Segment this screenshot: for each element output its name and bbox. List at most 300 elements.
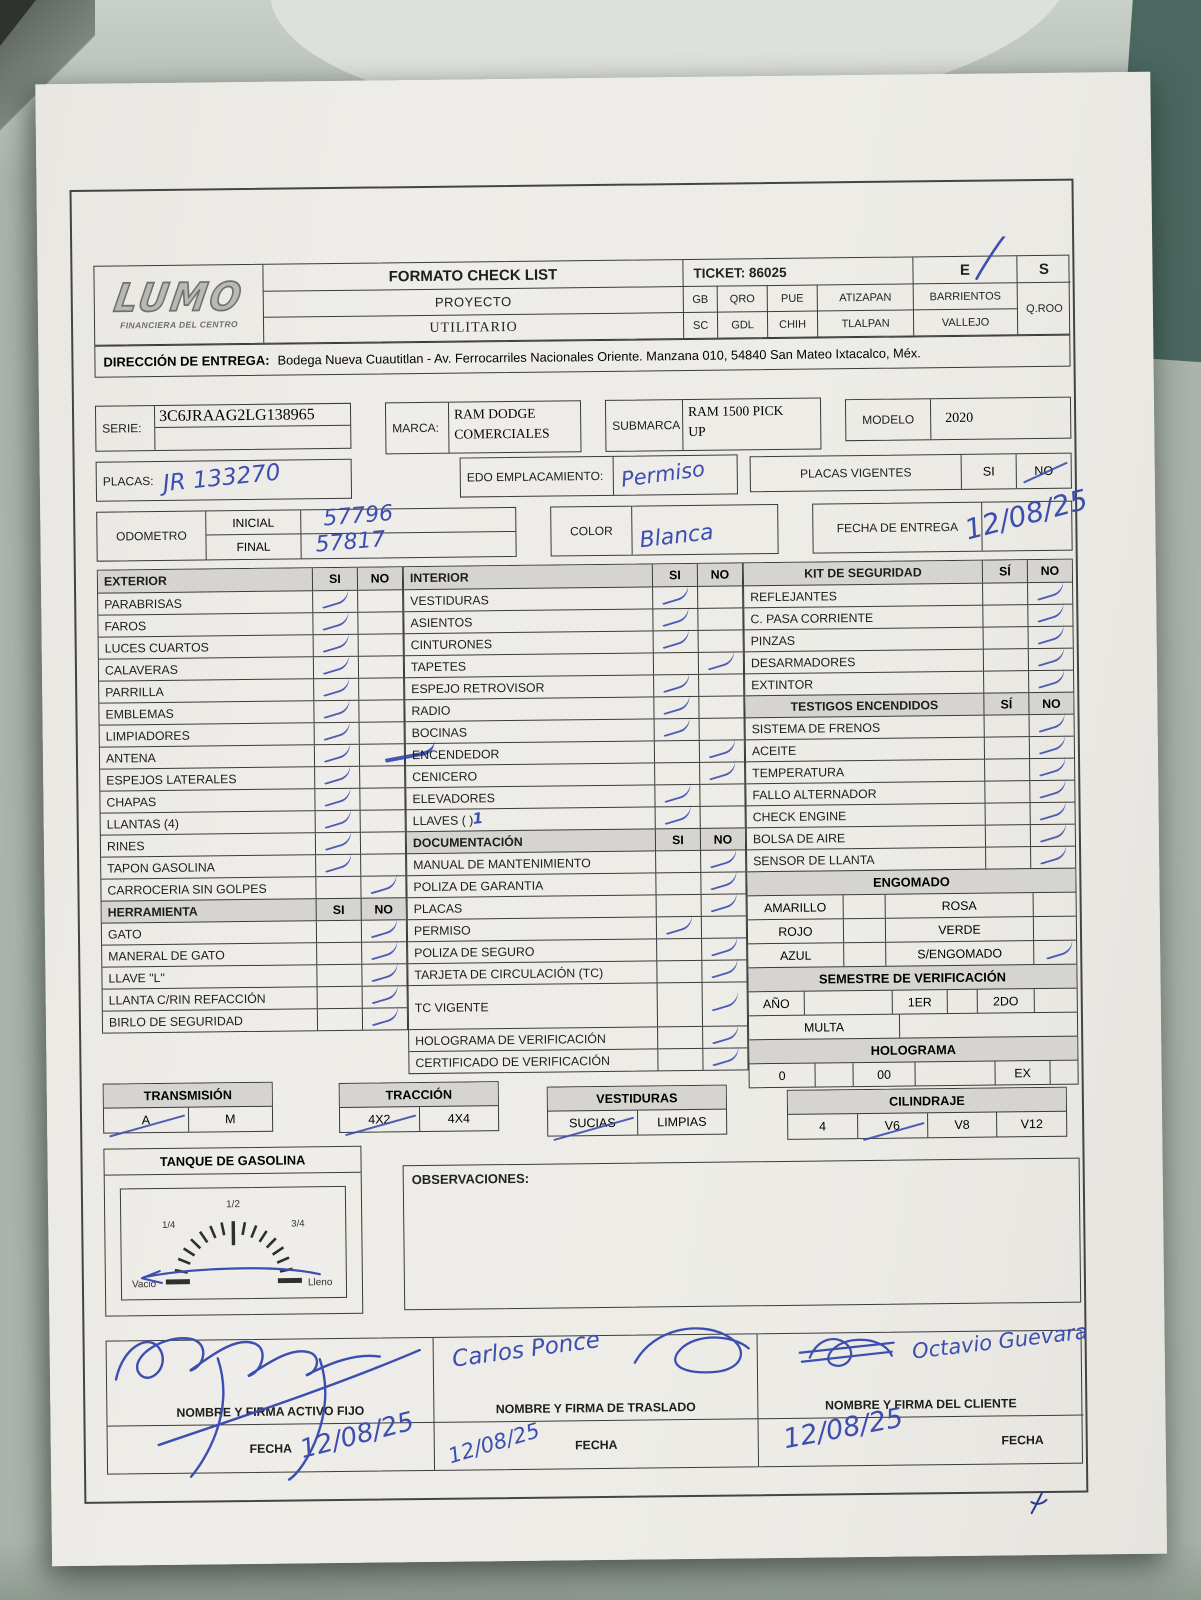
row-label: MANERAL DE GATO bbox=[108, 947, 225, 964]
row-label-cell bbox=[102, 899, 316, 922]
emplacamiento-handwritten-value: Permiso bbox=[619, 456, 707, 492]
option-label: V6 bbox=[884, 1118, 901, 1133]
si-cell bbox=[983, 649, 1028, 671]
signature-table bbox=[106, 1330, 1083, 1475]
row-label: ESPEJOS LATERALES bbox=[106, 771, 237, 788]
no-cell bbox=[1028, 649, 1073, 671]
check-row bbox=[103, 1007, 407, 1032]
row-label: CHECK ENGINE bbox=[752, 808, 847, 824]
check-mark bbox=[1036, 798, 1069, 820]
si-cell bbox=[316, 899, 361, 921]
row-label: ANTENA bbox=[105, 750, 156, 766]
row-label: ENCENDEDOR bbox=[411, 746, 500, 762]
row-label-cell bbox=[747, 826, 985, 850]
gauge-full-label: Lleno bbox=[307, 1277, 333, 1289]
row-label-cell bbox=[102, 943, 316, 966]
firma-traslado-cell bbox=[433, 1334, 758, 1422]
row-label-cell bbox=[101, 877, 315, 900]
si-cell bbox=[316, 921, 361, 943]
check-mark bbox=[1035, 710, 1068, 732]
row-label-cell bbox=[407, 807, 655, 831]
placas-vigentes-no bbox=[1016, 454, 1071, 489]
gauge-three-quarter-label: 3/4 bbox=[291, 1218, 305, 1230]
fuel-gauge bbox=[120, 1186, 347, 1301]
row-label-cell bbox=[98, 591, 312, 614]
no-strike-mark bbox=[1020, 455, 1068, 484]
row-label-cell bbox=[102, 965, 316, 988]
no-header-label: NO bbox=[710, 567, 730, 582]
si-cell bbox=[652, 609, 697, 631]
option-cell bbox=[636, 1110, 726, 1135]
engomado-rosa-cell bbox=[1033, 893, 1076, 916]
row-label: C. PASA CORRIENTE bbox=[750, 610, 874, 626]
check-mark bbox=[1035, 666, 1068, 688]
si-cell bbox=[656, 917, 701, 939]
color-label: COLOR bbox=[569, 523, 613, 539]
no-cell bbox=[360, 854, 405, 876]
row-label: PERMISO bbox=[413, 922, 471, 938]
row-label-cell bbox=[409, 983, 657, 1029]
delivery-value: Bodega Nueva Cuautitlan - Av. Ferrocarriles Nacionales Oriente. Manzana 010, 54840 San Mateo Ixtacalco, Méx. bbox=[277, 344, 921, 368]
color-handwritten-value: Blanca bbox=[638, 519, 715, 554]
no-cell bbox=[697, 608, 742, 630]
branch-qroo: Q.ROO bbox=[1017, 282, 1072, 335]
observaciones-box bbox=[403, 1158, 1082, 1311]
row-label: CALAVERAS bbox=[104, 662, 178, 678]
no-cell bbox=[358, 700, 403, 722]
semestre-anio: AÑO bbox=[762, 996, 790, 1011]
no-cell bbox=[1030, 847, 1075, 869]
no-cell bbox=[359, 744, 404, 766]
row-label: KIT DE SEGURIDAD bbox=[804, 565, 922, 581]
gauge-half-label: 1/2 bbox=[226, 1199, 241, 1211]
no-cell bbox=[357, 612, 402, 634]
engomado-amarillo: AMARILLO bbox=[764, 899, 827, 915]
row-label-cell bbox=[744, 561, 982, 586]
row-label-cell bbox=[406, 785, 654, 809]
no-cell bbox=[700, 872, 745, 894]
option-row bbox=[548, 1110, 726, 1136]
exit-cell: S bbox=[1016, 256, 1070, 283]
option-table-title: VESTIDURAS bbox=[548, 1086, 726, 1112]
kit-testigos-table bbox=[743, 559, 1079, 1089]
row-label-cell bbox=[746, 782, 984, 806]
row-label-cell bbox=[100, 745, 314, 768]
delivery-label: DIRECCIÓN DE ENTREGA: bbox=[103, 352, 270, 370]
check-mark bbox=[368, 960, 401, 982]
no-cell bbox=[361, 942, 406, 964]
no-cell bbox=[699, 784, 744, 806]
no-cell bbox=[700, 850, 745, 872]
check-mark bbox=[660, 715, 693, 737]
no-cell bbox=[358, 656, 403, 678]
no-cell bbox=[702, 1048, 747, 1070]
si-cell bbox=[654, 719, 699, 741]
si-cell bbox=[982, 605, 1027, 627]
si-cell bbox=[656, 961, 701, 983]
row-label: FAROS bbox=[104, 618, 147, 634]
row-label: RADIO bbox=[411, 703, 451, 718]
no-cell bbox=[359, 788, 404, 810]
check-mark bbox=[1036, 776, 1069, 798]
engomado-verde-cell bbox=[1033, 917, 1076, 940]
si-cell bbox=[655, 807, 700, 829]
placas-vigentes-si: SI bbox=[961, 454, 1016, 489]
submarca-value bbox=[682, 398, 821, 450]
cilindraje-table bbox=[787, 1087, 1068, 1140]
no-cell bbox=[358, 678, 403, 700]
si-cell bbox=[657, 983, 702, 1027]
handwritten-count: 1 bbox=[471, 808, 485, 828]
exterior-herramienta-table bbox=[97, 566, 408, 1033]
gauge-quarter-label: 1/4 bbox=[161, 1219, 176, 1231]
exterior-rows bbox=[98, 567, 407, 1032]
row-label: LUCES CUARTOS bbox=[104, 639, 209, 656]
semestre-1er: 1ER bbox=[892, 990, 947, 1014]
holograma-ex: EX bbox=[994, 1061, 1049, 1085]
si-cell bbox=[984, 715, 1029, 737]
transmision-table bbox=[103, 1082, 274, 1134]
si-cell bbox=[985, 825, 1030, 847]
si-cell bbox=[653, 653, 698, 675]
engomado-rojo: ROJO bbox=[778, 924, 813, 939]
row-label-cell bbox=[99, 679, 313, 702]
color-value-cell bbox=[631, 505, 778, 555]
no-cell bbox=[698, 696, 743, 718]
si-header-label: SI bbox=[332, 902, 345, 917]
check-mark bbox=[367, 872, 400, 894]
si-cell bbox=[655, 829, 700, 851]
option-label: SUCIAS bbox=[569, 1115, 616, 1131]
no-cell bbox=[1029, 759, 1074, 781]
check-mark bbox=[1036, 820, 1069, 842]
no-header-label: NO bbox=[1042, 696, 1061, 711]
odometro-inicial-value: 57796 bbox=[322, 500, 395, 532]
check-mark bbox=[1034, 578, 1067, 600]
no-cell bbox=[701, 960, 746, 982]
fecha-entrega-box bbox=[812, 482, 1092, 554]
firma-cliente-label: NOMBRE Y FIRMA DEL CLIENTE bbox=[825, 1396, 1017, 1413]
fuel-tank-box bbox=[103, 1146, 363, 1317]
submarca-line2: UP bbox=[688, 424, 706, 440]
row-label-cell bbox=[408, 961, 656, 985]
si-header-label: SI bbox=[672, 832, 684, 847]
branch-sc: SC bbox=[683, 312, 717, 338]
no-cell bbox=[360, 810, 405, 832]
submarca-line1: RAM 1500 PICK bbox=[687, 402, 784, 419]
si-cell bbox=[657, 1027, 702, 1049]
row-label-cell bbox=[404, 609, 652, 633]
modelo-label: MODELO bbox=[862, 412, 915, 428]
no-cell bbox=[1029, 737, 1074, 759]
option-cell bbox=[104, 1108, 188, 1133]
si-cell bbox=[313, 635, 358, 657]
check-mark bbox=[321, 806, 354, 828]
si-cell bbox=[656, 895, 701, 917]
no-cell bbox=[698, 674, 743, 696]
row-label-cell bbox=[746, 760, 984, 784]
si-header-label: SÍ bbox=[1000, 696, 1013, 711]
row-label: BOLSA DE AIRE bbox=[752, 830, 846, 846]
si-cell bbox=[985, 803, 1030, 825]
si-cell bbox=[313, 701, 358, 723]
option-row bbox=[788, 1112, 1066, 1139]
option-cell bbox=[187, 1107, 272, 1132]
si-cell bbox=[314, 789, 359, 811]
fecha-activo-fijo-handwritten: 12/08/25 bbox=[296, 1406, 418, 1466]
row-label: TAPETES bbox=[410, 659, 467, 674]
firma-activo-fijo-cell bbox=[107, 1338, 434, 1426]
no-cell bbox=[361, 898, 406, 920]
row-label-cell bbox=[405, 675, 653, 699]
row-label-cell bbox=[100, 767, 314, 790]
form-title: FORMATO CHECK LIST bbox=[262, 260, 682, 291]
engomado-amarillo-cell bbox=[843, 895, 885, 918]
serie-box bbox=[95, 403, 352, 452]
holograma-00-cell bbox=[914, 1062, 994, 1086]
option-cell bbox=[340, 1107, 419, 1132]
row-label-cell bbox=[408, 917, 656, 941]
si-cell bbox=[312, 568, 357, 591]
no-cell bbox=[700, 828, 745, 850]
no-cell bbox=[362, 986, 407, 1008]
check-mark bbox=[659, 605, 692, 627]
fecha-label: FECHA bbox=[249, 1441, 293, 1456]
check-mark bbox=[659, 627, 692, 649]
check-mark bbox=[1037, 842, 1070, 864]
si-cell bbox=[312, 613, 357, 635]
option-label: 4 bbox=[818, 1119, 827, 1134]
traslado-name-handwritten: Carlos Ponce bbox=[450, 1327, 602, 1373]
row-label-cell bbox=[746, 716, 984, 740]
no-header-label: NO bbox=[374, 901, 393, 917]
holograma-0: 0 bbox=[778, 1068, 786, 1083]
row-label-cell bbox=[98, 568, 312, 592]
check-mark bbox=[1034, 644, 1067, 666]
branch-chih: CHIH bbox=[767, 311, 817, 338]
placas-handwritten-value: JR 133270 bbox=[161, 459, 282, 498]
row-label: FALLO ALTERNADOR bbox=[752, 786, 877, 802]
serie-label: SERIE: bbox=[102, 421, 142, 436]
option-label: 4X2 bbox=[368, 1112, 391, 1127]
row-label: LLAVES ( ) bbox=[412, 812, 474, 828]
fecha-entrega-handwritten: 12/08/25 bbox=[961, 482, 1092, 547]
si-cell bbox=[982, 560, 1027, 583]
si-cell bbox=[317, 987, 362, 1009]
row-label-cell bbox=[406, 741, 654, 765]
placas-label: PLACAS: bbox=[102, 474, 154, 489]
branch-tlalpan: TLALPAN bbox=[817, 309, 913, 336]
row-label: PARRILLA bbox=[105, 684, 164, 700]
no-cell bbox=[1029, 715, 1074, 737]
brand-logo bbox=[94, 265, 263, 345]
check-mark bbox=[709, 1022, 742, 1044]
row-label: DESARMADORES bbox=[750, 654, 856, 670]
option-label: LIMPIAS bbox=[657, 1114, 707, 1130]
branch-atizapan: ATIZAPAN bbox=[817, 283, 913, 310]
no-cell bbox=[1028, 627, 1073, 649]
check-mark bbox=[321, 740, 354, 762]
row-label-cell bbox=[404, 587, 652, 611]
entry-label: E bbox=[959, 261, 971, 279]
branch-gb: GB bbox=[683, 286, 717, 312]
row-label: ESPEJO RETROVISOR bbox=[411, 680, 545, 696]
branch-barrientos: BARRIENTOS bbox=[913, 282, 1017, 309]
row-label-cell bbox=[409, 1027, 657, 1051]
row-label-cell bbox=[407, 873, 655, 897]
row-label: SENSOR DE LLANTA bbox=[753, 852, 875, 868]
check-mark bbox=[707, 846, 740, 868]
row-label-cell bbox=[745, 628, 983, 652]
check-mark bbox=[659, 583, 692, 605]
holograma-title: HOLOGRAMA bbox=[749, 1036, 1077, 1064]
odometro-inicial-cell bbox=[301, 508, 515, 534]
firma-cliente-cell bbox=[757, 1331, 1084, 1419]
engomado-sengomado: S/ENGOMADO bbox=[885, 941, 1033, 966]
no-cell bbox=[359, 766, 404, 788]
row-label-cell bbox=[745, 672, 983, 696]
engomado-sengomado-cell bbox=[1033, 941, 1076, 964]
interior-documentacion-table bbox=[403, 562, 749, 1074]
no-cell bbox=[698, 652, 743, 674]
no-cell bbox=[360, 876, 405, 898]
check-mark bbox=[322, 850, 355, 872]
holograma-0-cell bbox=[814, 1063, 852, 1086]
check-mark bbox=[706, 758, 739, 780]
si-cell bbox=[653, 697, 698, 719]
branch-pue: PUE bbox=[767, 285, 817, 312]
si-header-label: SI bbox=[329, 571, 341, 587]
check-mark bbox=[320, 718, 353, 740]
emplacamiento-value-cell bbox=[613, 455, 737, 494]
check-mark bbox=[322, 828, 355, 850]
si-cell bbox=[315, 811, 360, 833]
no-cell bbox=[1030, 825, 1075, 847]
fecha-cliente-cell bbox=[757, 1415, 1084, 1467]
option-label: V8 bbox=[954, 1117, 970, 1133]
holograma-row bbox=[749, 1060, 1077, 1088]
no-cell bbox=[702, 982, 747, 1026]
row-label-cell bbox=[409, 1049, 657, 1073]
si-cell bbox=[312, 591, 357, 613]
row-label-cell bbox=[747, 848, 985, 872]
row-label: GATO bbox=[107, 926, 142, 942]
vestiduras-table bbox=[547, 1085, 728, 1137]
no-cell bbox=[359, 722, 404, 744]
color-box bbox=[550, 504, 779, 557]
check-mark bbox=[319, 586, 352, 608]
logo-tagline: FINANCIERA DEL CENTRO bbox=[120, 318, 239, 330]
si-cell bbox=[984, 737, 1029, 759]
si-cell bbox=[653, 631, 698, 653]
no-cell bbox=[701, 894, 746, 916]
row-label: ELEVADORES bbox=[412, 790, 495, 806]
serie-empty-cell bbox=[155, 426, 350, 450]
odometro-label: ODOMETRO bbox=[116, 528, 187, 544]
fecha-label: FECHA bbox=[575, 1437, 618, 1452]
check-mark bbox=[368, 916, 401, 938]
si-cell bbox=[983, 671, 1028, 693]
row-label: MANUAL DE MANTENIMIENTO bbox=[413, 855, 591, 872]
no-header-label: NO bbox=[370, 571, 390, 586]
project-type: UTILITARIO bbox=[263, 312, 683, 343]
check-mark bbox=[319, 630, 352, 652]
no-cell bbox=[701, 916, 746, 938]
branch-gdl: GDL bbox=[717, 311, 767, 338]
row-label-cell bbox=[405, 653, 653, 677]
check-mark bbox=[1035, 732, 1068, 754]
no-cell bbox=[361, 964, 406, 986]
odometro-values bbox=[300, 500, 516, 558]
multa-label: MULTA bbox=[804, 1019, 845, 1035]
si-cell bbox=[317, 1009, 362, 1031]
check-mark bbox=[369, 1004, 402, 1026]
row-label: CHAPAS bbox=[106, 794, 157, 810]
no-cell bbox=[361, 920, 406, 942]
no-cell bbox=[357, 590, 402, 612]
no-cell bbox=[697, 563, 742, 586]
modelo-value: 2020 bbox=[930, 398, 1070, 440]
serie-value-cell bbox=[154, 404, 350, 450]
row-label-cell bbox=[408, 895, 656, 919]
row-label: BOCINAS bbox=[411, 725, 468, 740]
si-cell bbox=[314, 745, 359, 767]
no-cell bbox=[702, 1026, 747, 1048]
si-header-label: SI bbox=[669, 568, 681, 583]
fecha-label: FECHA bbox=[1001, 1432, 1044, 1447]
no-cell bbox=[1027, 560, 1072, 583]
row-label: CINTURONES bbox=[410, 636, 493, 652]
placas-vigentes-no-label: NO bbox=[1034, 463, 1054, 479]
no-cell bbox=[1027, 583, 1072, 605]
branch-qro: QRO bbox=[717, 285, 767, 312]
si-cell bbox=[315, 855, 360, 877]
marca-value bbox=[448, 401, 581, 452]
si-cell bbox=[313, 657, 358, 679]
emplacamiento-box bbox=[460, 454, 738, 497]
row-label-cell bbox=[744, 584, 982, 608]
check-mark bbox=[319, 608, 352, 630]
si-cell bbox=[652, 564, 697, 587]
fecha-cliente-handwritten: 12/08/25 bbox=[780, 1402, 906, 1456]
si-cell bbox=[985, 847, 1030, 869]
option-cell bbox=[857, 1113, 927, 1138]
row-label: PINZAS bbox=[750, 633, 796, 648]
si-cell bbox=[654, 741, 699, 763]
odometro-inicial-label: INICIAL bbox=[206, 510, 300, 535]
semestre-anio-cell bbox=[804, 991, 892, 1015]
no-cell bbox=[700, 806, 745, 828]
engomado-rojo-cell bbox=[843, 919, 885, 942]
check-mark bbox=[708, 989, 741, 1011]
option-table-title: CILINDRAJE bbox=[788, 1088, 1066, 1115]
row-label-cell bbox=[746, 738, 984, 762]
check-mark bbox=[1036, 754, 1069, 776]
si-cell bbox=[654, 763, 699, 785]
option-row bbox=[340, 1106, 498, 1132]
check-mark bbox=[320, 652, 353, 674]
fuel-level-pen-stroke bbox=[144, 1267, 320, 1277]
check-mark bbox=[705, 736, 738, 758]
option-cell bbox=[788, 1114, 857, 1139]
check-mark bbox=[320, 696, 353, 718]
no-cell bbox=[1028, 693, 1073, 715]
row-label: CERTIFICADO DE VERIFICACIÓN bbox=[415, 1053, 610, 1070]
fecha-activo-fijo-cell bbox=[108, 1422, 435, 1474]
option-cell bbox=[548, 1111, 637, 1136]
si-cell bbox=[316, 943, 361, 965]
row-label: TC VIGENTE bbox=[414, 999, 489, 1015]
